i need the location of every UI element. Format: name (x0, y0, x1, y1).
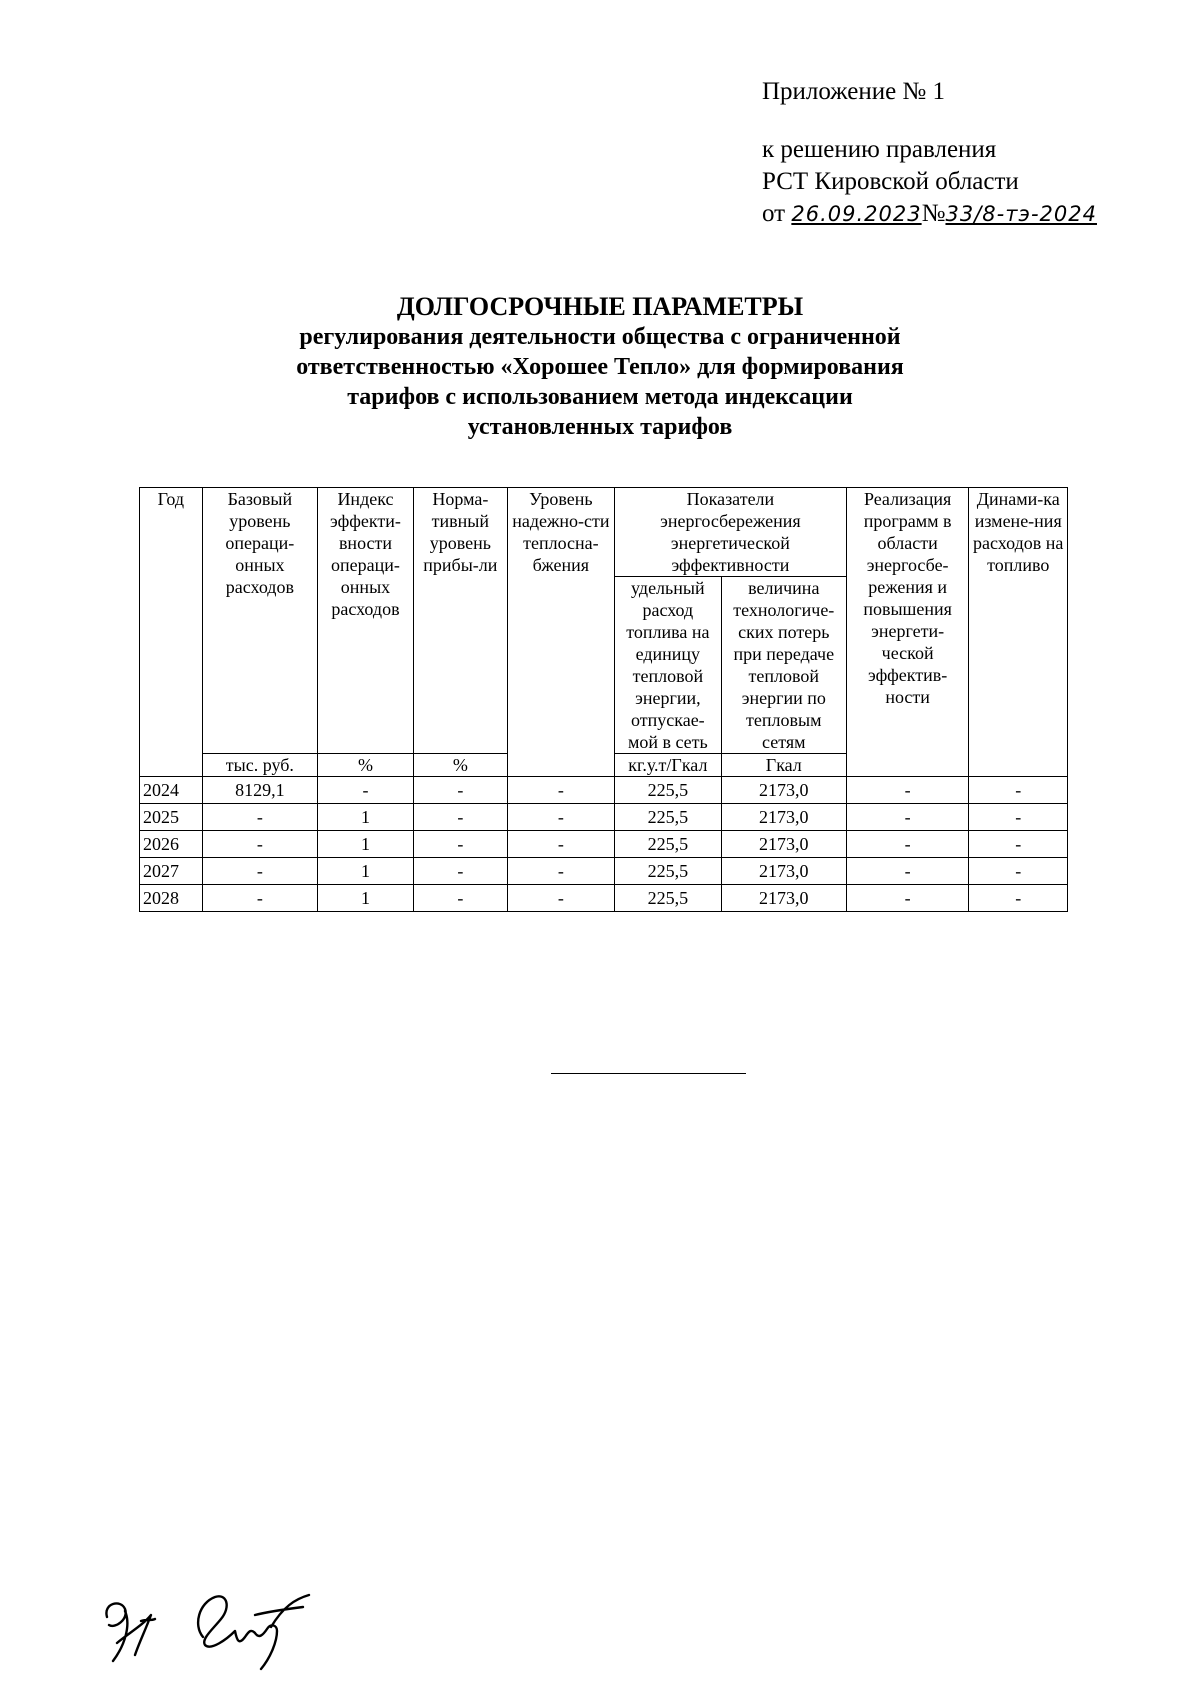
cell-heat-losses: 2173,0 (721, 858, 846, 885)
header-year: Год (140, 488, 203, 777)
cell-efficiency-index: 1 (318, 858, 414, 885)
parameters-table (139, 487, 1068, 912)
subtitle-line: тарифов с использованием метода индексации (347, 384, 853, 410)
table-row (140, 858, 1068, 885)
subtitle-line: регулирования деятельности общества с ограниченной (299, 324, 901, 350)
appendix-title: Приложение № 1 (762, 78, 946, 105)
document-title-block (140, 292, 1060, 442)
cell-base-costs: - (202, 804, 317, 831)
table-row (140, 777, 1068, 804)
header-reliability: Уровень надежно-сти теплосна-бжения (507, 488, 614, 777)
appendix-line-authority: РСТ Кировской области (762, 168, 1019, 195)
cell-programs: - (846, 885, 969, 912)
cell-fuel-dynamics: - (969, 831, 1068, 858)
cell-reliability: - (507, 804, 614, 831)
header-efficiency-index: Индекс эффекти-вности операци-онных расходов (318, 488, 414, 754)
cell-base-costs: - (202, 858, 317, 885)
cell-fuel-rate: 225,5 (614, 777, 721, 804)
cell-profit-level: - (413, 777, 507, 804)
cell-reliability: - (507, 858, 614, 885)
cell-base-costs: - (202, 831, 317, 858)
table-row (140, 804, 1068, 831)
header-heat-losses: величина технологиче-ских потерь при передаче тепловой энергии по тепловым сетям (721, 577, 846, 754)
cell-fuel-dynamics: - (969, 804, 1068, 831)
cell-fuel-dynamics: - (969, 885, 1068, 912)
cell-fuel-dynamics: - (969, 777, 1068, 804)
cell-programs: - (846, 858, 969, 885)
unit-fuel-rate: кг.у.т/Гкал (614, 754, 721, 777)
number-prefix: № (921, 200, 946, 227)
unit-base-costs: тыс. руб. (202, 754, 317, 777)
cell-heat-losses: 2173,0 (721, 831, 846, 858)
header-programs: Реализация программ в области энергосбе-режения и повышения энергети-ческой эффектив-ности (846, 488, 969, 777)
cell-fuel-dynamics: - (969, 858, 1068, 885)
cell-year: 2027 (140, 858, 203, 885)
cell-programs: - (846, 777, 969, 804)
cell-programs: - (846, 804, 969, 831)
end-divider (551, 1073, 746, 1074)
cell-programs: - (846, 831, 969, 858)
cell-year: 2028 (140, 885, 203, 912)
header-base-costs: Базовый уровень операци-онных расходов (202, 488, 317, 754)
cell-reliability: - (507, 777, 614, 804)
cell-heat-losses: 2173,0 (721, 777, 846, 804)
handwritten-number: 33/8-тэ-2024 (945, 202, 1097, 226)
cell-profit-level: - (413, 804, 507, 831)
cell-profit-level: - (413, 858, 507, 885)
cell-year: 2025 (140, 804, 203, 831)
subtitle-line: установленных тарифов (467, 414, 733, 440)
subtitle-line: ответственностью «Хорошее Тепло» для формирования (296, 354, 904, 380)
cell-reliability: - (507, 831, 614, 858)
cell-year: 2024 (140, 777, 203, 804)
cell-fuel-rate: 225,5 (614, 804, 721, 831)
header-profit-level: Норма-тивный уровень прибы-ли (413, 488, 507, 754)
document-title: ДОЛГОСРОЧНЫЕ ПАРАМЕТРЫ (396, 292, 804, 321)
header-energy-group: Показатели энергосбережения энергетической эффективности (614, 488, 846, 577)
cell-base-costs: 8129,1 (202, 777, 317, 804)
cell-efficiency-index: 1 (318, 885, 414, 912)
cell-efficiency-index: - (318, 777, 414, 804)
cell-heat-losses: 2173,0 (721, 804, 846, 831)
cell-efficiency-index: 1 (318, 804, 414, 831)
cell-fuel-rate: 225,5 (614, 831, 721, 858)
table-row (140, 831, 1068, 858)
cell-year: 2026 (140, 831, 203, 858)
cell-profit-level: - (413, 885, 507, 912)
cell-base-costs: - (202, 885, 317, 912)
header-fuel-rate: удельный расход топлива на единицу тепловой энергии, отпускае-мой в сеть (614, 577, 721, 754)
cell-efficiency-index: 1 (318, 831, 414, 858)
header-fuel-dynamics: Динами-ка измене-ния расходов на топливо (969, 488, 1068, 777)
table-row (140, 885, 1068, 912)
cell-heat-losses: 2173,0 (721, 885, 846, 912)
appendix-block (762, 76, 1097, 230)
cell-fuel-rate: 225,5 (614, 885, 721, 912)
date-prefix: от (762, 200, 786, 227)
cell-profit-level: - (413, 831, 507, 858)
cell-reliability: - (507, 885, 614, 912)
unit-heat-losses: Гкал (721, 754, 846, 777)
appendix-line-decision: к решению правления (762, 136, 997, 163)
handwritten-signature (95, 1585, 355, 1675)
cell-fuel-rate: 225,5 (614, 858, 721, 885)
appendix-date-line (762, 198, 1097, 230)
unit-profit-level: % (413, 754, 507, 777)
handwritten-date: 26.09.2023 (791, 202, 922, 226)
unit-efficiency-index: % (318, 754, 414, 777)
